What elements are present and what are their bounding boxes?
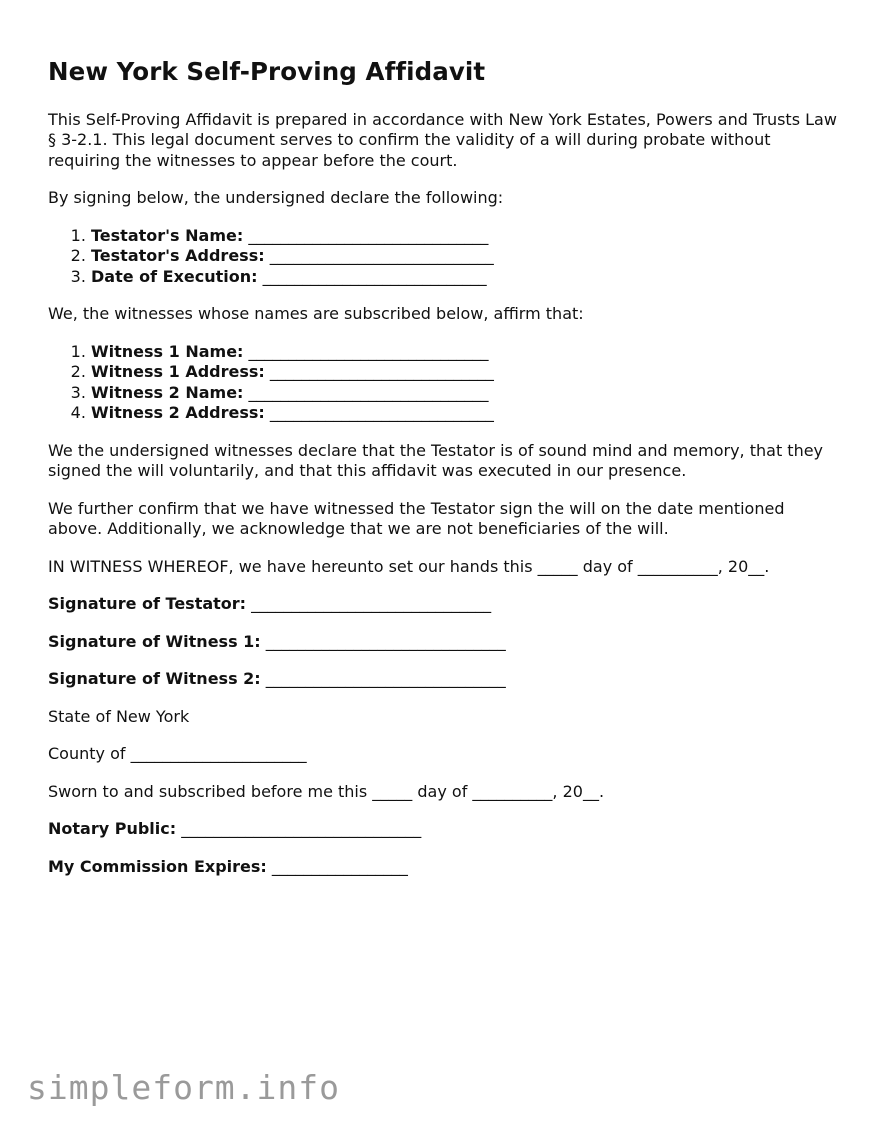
list-item: [91, 267, 838, 288]
watermark: simpleform.info: [27, 1068, 341, 1107]
testator-address-label: Testator's Address:: [91, 246, 265, 266]
list-item: [91, 226, 838, 247]
witness-list: [48, 342, 838, 424]
testator-signature-field[interactable]: ______________________________: [246, 594, 492, 614]
witness1-signature-line: [48, 632, 838, 653]
sworn-line: Sworn to and subscribed before me this _____ day of __________, 20__.: [48, 781, 605, 801]
confirmation-paragraph: We further confirm that we have witnessed the Testator sign the will on the date mentioned above. Additionally, we acknowledge that we are not beneficiaries of the will.: [48, 498, 785, 539]
notary-field[interactable]: ______________________________: [176, 819, 422, 839]
state-line: State of New York: [48, 706, 190, 726]
commission-line: [48, 857, 838, 878]
list-item: [91, 383, 838, 404]
list-item: [91, 246, 838, 267]
notary-label: Notary Public:: [48, 819, 177, 839]
witness1-name-field[interactable]: ______________________________: [243, 341, 489, 361]
commission-field[interactable]: _________________: [266, 856, 408, 876]
witness1-address-field[interactable]: ____________________________: [264, 362, 494, 382]
witness1-address-label: Witness 1 Address:: [91, 362, 265, 382]
witness1-name-label: Witness 1 Name:: [91, 341, 244, 361]
testator-signature-line: [48, 594, 838, 615]
witness2-name-label: Witness 2 Name:: [91, 382, 244, 402]
intro-paragraph: This Self-Proving Affidavit is prepared in accordance with New York Estates, Powers and Trusts Law § 3-2.1. This legal document serves to confirm the validity of a will during probate without requiring the witnesses to appear before the court.: [48, 109, 837, 170]
execution-date-label: Date of Execution:: [91, 266, 258, 286]
county-line: County of ______________________: [48, 744, 307, 764]
witness-whereof-line: IN WITNESS WHEREOF, we have hereunto set our hands this _____ day of __________, 20__.: [48, 556, 770, 576]
witness2-address-field[interactable]: ____________________________: [264, 403, 494, 423]
list-item: [91, 403, 838, 424]
notary-line: [48, 819, 838, 840]
commission-label: My Commission Expires:: [48, 856, 267, 876]
testator-name-field[interactable]: ______________________________: [243, 225, 489, 245]
execution-date-field[interactable]: ____________________________: [257, 266, 487, 286]
declare-intro: By signing below, the undersigned declare the following:: [48, 188, 504, 208]
witness1-signature-label: Signature of Witness 1:: [48, 631, 261, 651]
testator-list: [48, 226, 838, 288]
testator-address-field[interactable]: ____________________________: [264, 246, 494, 266]
testator-signature-label: Signature of Testator:: [48, 594, 247, 614]
affidavit-document: [48, 56, 838, 894]
witness2-address-label: Witness 2 Address:: [91, 403, 265, 423]
testator-name-label: Testator's Name:: [91, 225, 244, 245]
witness2-signature-field[interactable]: ______________________________: [260, 669, 506, 689]
declaration-paragraph: We the undersigned witnesses declare that the Testator is of sound mind and memory, that they signed the will voluntarily, and that this affidavit was executed in our presence.: [48, 440, 824, 481]
list-item: [91, 362, 838, 383]
witness2-name-field[interactable]: ______________________________: [243, 382, 489, 402]
list-item: [91, 342, 838, 363]
witness-intro: We, the witnesses whose names are subscribed below, affirm that:: [48, 304, 584, 324]
witness2-signature-label: Signature of Witness 2:: [48, 669, 261, 689]
page-title: New York Self-Proving Affidavit: [48, 57, 486, 86]
witness1-signature-field[interactable]: ______________________________: [260, 631, 506, 651]
witness2-signature-line: [48, 669, 838, 690]
